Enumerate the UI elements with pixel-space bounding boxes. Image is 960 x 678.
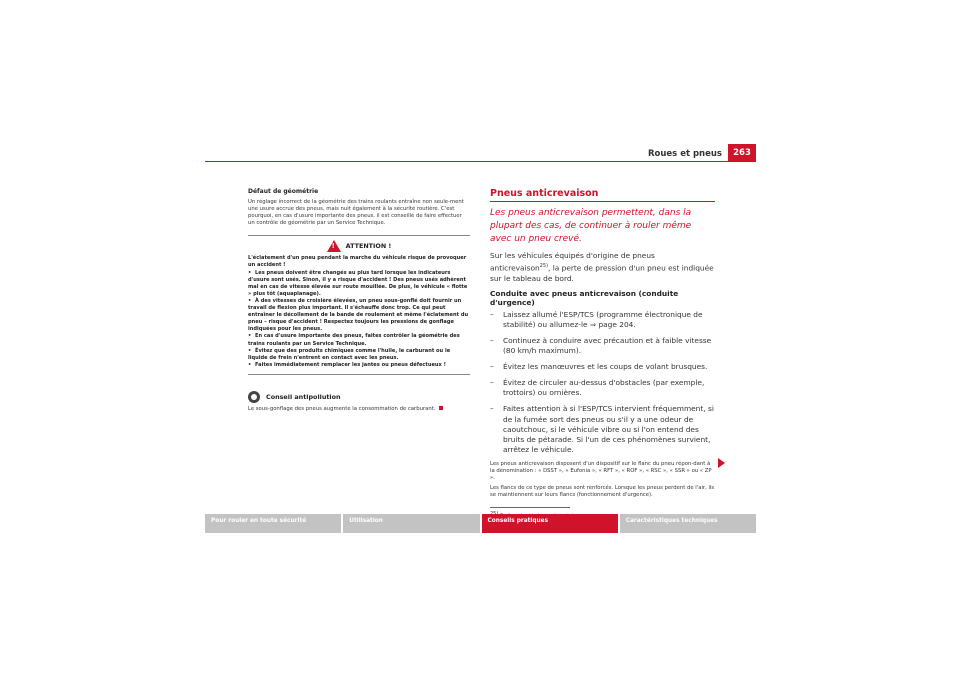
page-number: 263	[728, 144, 756, 161]
bullet-icon: •	[248, 333, 252, 340]
warning-item: • À des vitesses de croisière élevées, un pneu sous-gonflé doit fournir un travail de flexion plus important. Il s'échauffe donc trop. Ce qui peut entraîner le décollement de la bande de roulement et même l'éclatement du pneu – risque d'accident ! Respectez toujours les pressions de gonflage indiquées pour les pneus.	[248, 297, 469, 333]
warning-title: ATTENTION !	[345, 242, 392, 251]
warning-item: • En cas d'usure importante des pneus, faites contrôler la géométrie des trains roulants par un Service Technique.	[248, 333, 460, 347]
geometry-subhead: Défaut de géométrie	[248, 188, 319, 195]
bullet-icon: •	[248, 269, 252, 276]
heading-rule	[490, 201, 715, 202]
list-item: – Laissez allumé l'ESP/TCS (programme électronique de stabilité) ou allumez-le ⇒ page 204.	[490, 310, 715, 330]
list-item: – Continuez à conduire avec précaution et à faible vitesse (80 km/h maximum).	[490, 336, 715, 356]
sidewall-note: Les flancs de ce type de pneus sont renforcés. Lorsque les pneus perdent de l'air, ils se maintiennent sur leurs flancs (fonctionnement d'urgence).	[490, 485, 715, 499]
bullet-icon: •	[248, 361, 252, 368]
tab-practical-tips[interactable]: Conseils pratiques	[482, 514, 618, 533]
list-item: – Faites attention à si l'ESP/TCS intervient fréquemment, si de la fumée sort des pneus ou s'il y a une odeur de caoutchouc, si le véhicule vibre ou si l'on entend des bruits de pétarade. Si l'un de ces phénomènes survient, arrêtez le véhicule.	[490, 404, 715, 454]
warning-item: • Faites immédiatement remplacer les jantes ou pneus défectueux !	[248, 361, 446, 368]
tab-operation[interactable]: Utilisation	[343, 514, 479, 533]
intro-text: Les pneus anticrevaison permettent, dans la plupart des cas, de continuer à rouler même avec un pneu crevé.	[490, 208, 692, 244]
list-item: – Évitez de circuler au-dessus d'obstacles (par exemple, trottoirs) ou ornières.	[490, 378, 715, 398]
warning-triangle-icon: !	[327, 240, 341, 252]
eco-text: Le sous-gonflage des pneus augmente la consommation de carburant.	[248, 406, 470, 413]
emergency-subhead: Conduite avec pneus anticrevaison (conduite d'urgence)	[490, 288, 679, 307]
environment-icon	[248, 391, 260, 403]
tab-technical-data[interactable]: Caractéristiques techniques	[620, 514, 756, 533]
designation-note: Les pneus anticrevaison disposent d'un dispositif sur le flanc du pneu répon-dant à la dénomination : « DSST », « Eufonia », « RFT », « ROF », « RSC », « SSR » ou « ZP ».	[490, 460, 712, 482]
left-column	[248, 188, 470, 413]
section-heading: Pneus anticrevaison	[490, 188, 599, 199]
warning-item: • Les pneus doivent être changés au plus tard lorsque les indicateurs d'usure sont usés. Sinon, il y a risque d'accident ! Des pneus usés adhèrent mal en cas de vitesse élevée sur route mouillée. De plus, le véhicule « flotte » plus tôt (aquaplanage).	[248, 269, 468, 297]
footnote-rule	[490, 507, 570, 508]
continue-arrow-icon	[718, 458, 725, 468]
geometry-paragraph: Un réglage incorrect de la géométrie des trains roulants entraîne non seule-ment une usure accrue des pneus, mais nuit également à la sécurité routière. C'est pourquoi, en cas d'usure importante des pneus, il est conseillé de faire effectuer un contrôle de géométrie par un Service Technique.	[248, 199, 464, 227]
right-column	[490, 188, 715, 520]
footnote-ref: 25)	[539, 263, 548, 270]
list-item: – Évitez les manœuvres et les coups de volant brusques.	[490, 362, 715, 372]
end-square-icon	[439, 406, 443, 410]
steps-list	[490, 310, 715, 455]
header-divider	[205, 161, 756, 162]
eco-header	[248, 391, 470, 403]
tab-safety[interactable]: Pour rouler en toute sécurité	[205, 514, 341, 533]
warning-header	[248, 240, 470, 252]
runflat-paragraph: Sur les véhicules équipés d'origine de pneus anticrevaison$^{25)}$, la perte de pression d'un pneu est indiquée sur le tableau de bord.	[490, 251, 714, 283]
warning-item: • Évitez que des produits chimiques comme l'huile, le carburant ou le liquide de frein n'entrent en contact avec les pneus.	[248, 347, 451, 361]
bullet-icon: •	[248, 347, 252, 354]
footer-nav	[205, 514, 756, 533]
eco-note	[248, 391, 470, 413]
bullet-icon: •	[248, 297, 252, 304]
warning-intro: L'éclatement d'un pneu pendant la marche du véhicule risque de provoquer un accident !	[248, 255, 467, 269]
eco-title: Conseil antipollution	[266, 392, 341, 401]
warning-box	[248, 235, 470, 375]
section-title: Roues et pneus	[647, 149, 722, 159]
